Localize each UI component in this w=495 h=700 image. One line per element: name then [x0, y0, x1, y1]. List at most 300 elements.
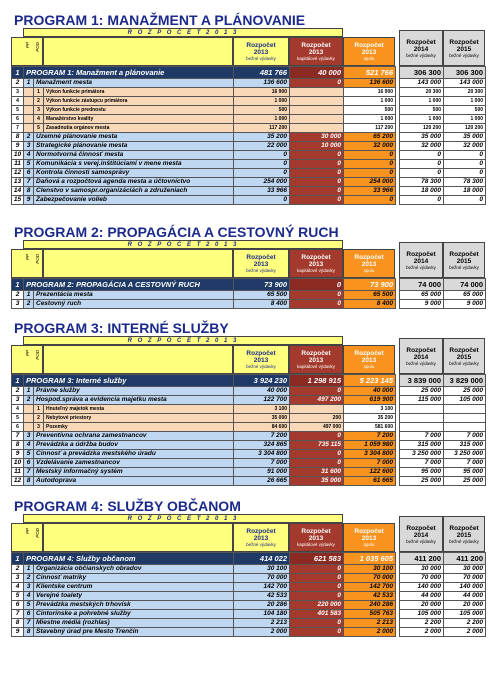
header-text: Rozpočet	[354, 350, 384, 357]
budget-2013-label: R O Z P O Č E T 2 0 1 3	[23, 336, 343, 345]
budget-2014-value: 0	[400, 160, 444, 169]
current-expenses-value: 254 000	[234, 178, 290, 187]
budget-2015-value: 20 000	[444, 601, 486, 610]
budget-2014-value: 306 300	[400, 67, 444, 79]
budget-2014-value: 7 000	[400, 432, 444, 441]
current-expenses-header	[233, 37, 289, 66]
name-column-header	[43, 37, 233, 66]
capital-expenses-value	[290, 115, 344, 124]
item-code: 4	[34, 115, 44, 124]
budget-2014-value: 1 000	[400, 115, 444, 124]
current-expenses-value: 104 180	[234, 610, 290, 619]
budget-2015-value	[444, 405, 486, 414]
table-row	[12, 106, 486, 115]
budget-2014-value: 500	[400, 106, 444, 115]
current-expenses-value: 324 865	[234, 441, 290, 450]
total-value: 0	[344, 196, 396, 205]
budget-2014-header	[399, 338, 443, 374]
current-expenses-value: 33 966	[234, 187, 290, 196]
table-row	[12, 160, 486, 169]
total-value: 5 223 145	[344, 375, 396, 387]
budget-2015-value: 18 000	[444, 187, 486, 196]
subprogram-code: 1	[24, 387, 34, 396]
program-title: PROGRAM 3: INTERNÉ SLUŽBY	[14, 320, 229, 336]
budget-2015-value: 95 000	[444, 468, 486, 477]
row-number: 10	[12, 151, 24, 160]
total-value: 65 200	[344, 133, 396, 142]
capital-expenses-value: 0	[290, 387, 344, 396]
current-expenses-value: 70 000	[234, 574, 290, 583]
total-value: 581 600	[344, 423, 396, 432]
header-text: spolu	[363, 56, 375, 61]
program-title: PROGRAM 4: SLUŽBY OBČANOM	[14, 498, 241, 514]
column-label: POD	[35, 350, 40, 360]
header-text: bežné výdavky	[246, 268, 276, 273]
header-text: spolu	[363, 268, 375, 273]
current-expenses-value: 30 100	[234, 565, 290, 574]
budget-2014-value: 0	[400, 151, 444, 160]
subprogram-code: 5	[24, 450, 34, 459]
item-code: 2	[34, 97, 44, 106]
budget-2014-value: 105 000	[400, 610, 444, 619]
table-row	[12, 610, 486, 619]
pp-code	[24, 423, 34, 432]
budget-2014-header	[399, 30, 443, 66]
subprogram-code: 3	[24, 142, 34, 151]
capital-expenses-header	[289, 345, 343, 374]
row-number: 9	[12, 628, 24, 637]
table-row	[12, 553, 486, 565]
budget-2015-value: 1 000	[444, 115, 486, 124]
subprogram-code: 2	[24, 133, 34, 142]
table-row	[12, 405, 486, 414]
subprogram-code: 7	[24, 468, 34, 477]
current-expenses-value: 2 213	[234, 619, 290, 628]
row-number: 7	[12, 610, 24, 619]
pp-code	[24, 97, 34, 106]
table-row	[12, 124, 486, 133]
subprogram-code: 3	[24, 583, 34, 592]
budget-2014-value: 120 200	[400, 124, 444, 133]
budget-2014-value: 0	[400, 169, 444, 178]
subprogram-name: Strategické plánovanie mesta	[34, 142, 234, 151]
current-expenses-value: 481 766	[234, 67, 290, 79]
header-text: bežné výdavky	[449, 52, 479, 58]
budget-2015-value: 105 000	[444, 610, 486, 619]
header-text: bežné výdavky	[406, 52, 436, 58]
budget-2014-value: 18 000	[400, 187, 444, 196]
program-section	[11, 12, 485, 205]
current-expenses-value: 42 533	[234, 592, 290, 601]
table-row	[12, 396, 486, 405]
total-value: 40 000	[344, 387, 396, 396]
table-row	[12, 574, 486, 583]
capital-expenses-value: 621 583	[290, 553, 344, 565]
budget-2014-value: 1 000	[400, 97, 444, 106]
item-name: Manažérstvo kvality	[44, 115, 234, 124]
program-title: PROGRAM 2: PROPAGÁCIA A CESTOVNÝ RUCH	[14, 224, 339, 240]
current-expenses-value: 26 665	[234, 477, 290, 486]
budget-2015-value: 105 000	[444, 396, 486, 405]
name-column-header	[43, 345, 233, 374]
table-row	[12, 583, 486, 592]
row-number: 11	[12, 160, 24, 169]
budget-table	[11, 278, 486, 309]
row-number: 13	[12, 178, 24, 187]
pp-code	[24, 124, 34, 133]
current-expenses-value: 16 900	[234, 88, 290, 97]
budget-2014-value: 35 000	[400, 133, 444, 142]
capital-expenses-value: 0	[290, 178, 344, 187]
current-expenses-value: 142 700	[234, 583, 290, 592]
program-name: PROGRAM 3: Interné služby	[24, 375, 234, 387]
total-value: 7 200	[344, 432, 396, 441]
total-value: 3 100	[344, 405, 396, 414]
current-expenses-value: 40 000	[234, 387, 290, 396]
row-number: 8	[12, 133, 24, 142]
capital-expenses-value: 497 000	[290, 423, 344, 432]
row-number: 7	[12, 124, 24, 133]
budget-2014-value: 25 000	[400, 477, 444, 486]
item-code: 5	[34, 124, 44, 133]
total-value: 240 286	[344, 601, 396, 610]
header-text: Rozpočet	[246, 254, 276, 261]
total-value: 33 966	[344, 187, 396, 196]
row-number: 4	[12, 97, 24, 106]
budget-2014-value: 3 839 000	[400, 375, 444, 387]
total-value: 16 900	[344, 88, 396, 97]
total-value: 1 000	[344, 97, 396, 106]
capital-expenses-value: 0	[290, 628, 344, 637]
total-value: 65 500	[344, 291, 396, 300]
header-text: 2013	[361, 357, 377, 364]
capital-expenses-value: 0	[290, 574, 344, 583]
subprogram-code: 6	[24, 169, 34, 178]
header-text: spolu	[363, 542, 375, 547]
subprogram-code: 1	[24, 565, 34, 574]
row-number: 9	[12, 142, 24, 151]
row-number: 14	[12, 187, 24, 196]
header-text: 2013	[253, 535, 269, 542]
total-header	[343, 37, 395, 66]
row-number: 1	[12, 67, 24, 79]
budget-2015-value: 78 300	[444, 178, 486, 187]
capital-expenses-value	[290, 106, 344, 115]
header-text: kapitálové výdavky	[297, 268, 335, 273]
budget-2015-value: 7 000	[444, 459, 486, 468]
current-expenses-value: 3 924 230	[234, 375, 290, 387]
row-number: 6	[12, 423, 24, 432]
pp-code	[24, 115, 34, 124]
table-row	[12, 441, 486, 450]
subprogram-code: 7	[24, 178, 34, 187]
header-text: kapitálové výdavky	[297, 56, 335, 61]
row-number: 3	[12, 300, 24, 309]
row-number: 8	[12, 619, 24, 628]
budget-2014-value: 411 200	[400, 553, 444, 565]
capital-expenses-value: 1 298 915	[290, 375, 344, 387]
capital-expenses-value: 40 000	[290, 67, 344, 79]
table-row	[12, 375, 486, 387]
row-number: 4	[12, 405, 24, 414]
row-number: 2	[12, 565, 24, 574]
subprogram-code: 3	[24, 432, 34, 441]
subprogram-name: Vzdelávanie zamestnancov	[34, 459, 234, 468]
table-row	[12, 279, 486, 291]
subprogram-name: Mestský informačný systém	[34, 468, 234, 477]
table-row	[12, 628, 486, 637]
table-row	[12, 67, 486, 79]
header-text: Rozpočet 2014	[406, 524, 436, 539]
subprogram-name: Činnosť matriky	[34, 574, 234, 583]
budget-2014-value: 115 000	[400, 396, 444, 405]
total-value: 136 600	[344, 79, 396, 88]
subprogram-name: Daňová a rozpočtová agenda mesta a účtovníctvo	[34, 178, 234, 187]
budget-2014-value: 30 000	[400, 565, 444, 574]
current-expenses-value: 414 022	[234, 553, 290, 565]
row-number: 12	[12, 477, 24, 486]
header-text: 2013	[361, 261, 377, 268]
subprogram-name: Právne služby	[34, 387, 234, 396]
capital-expenses-value	[290, 88, 344, 97]
table-row	[12, 468, 486, 477]
header-text: Rozpočet 2015	[449, 250, 479, 265]
table-row	[12, 423, 486, 432]
budget-2014-value: 3 250 000	[400, 450, 444, 459]
total-value: 619 900	[344, 396, 396, 405]
capital-expenses-header	[289, 523, 343, 552]
budget-2015-value: 3 829 000	[444, 375, 486, 387]
budget-2015-value: 120 200	[444, 124, 486, 133]
subprogram-code: 8	[24, 477, 34, 486]
subprogram-code: 2	[24, 574, 34, 583]
subprogram-name: Komunikácia s verej.inštitúciami v mene mesta	[34, 160, 234, 169]
row-number: 7	[12, 432, 24, 441]
row-number: 1	[12, 553, 24, 565]
header-text: bežné výdavky	[246, 542, 276, 547]
item-name: Hnuteľný majetok mesta	[44, 405, 234, 414]
capital-expenses-value: 497 200	[290, 396, 344, 405]
budget-2014-value: 32 000	[400, 142, 444, 151]
total-value: 70 000	[344, 574, 396, 583]
current-expenses-value: 122 700	[234, 396, 290, 405]
header-text: Rozpočet	[301, 350, 331, 357]
header-text: 2013	[361, 49, 377, 56]
header-text: 2013	[308, 261, 324, 268]
pp-code	[24, 405, 34, 414]
item-code: 1	[34, 405, 44, 414]
total-value: 30 100	[344, 565, 396, 574]
header-text: 2013	[308, 535, 324, 542]
budget-2015-value: 0	[444, 151, 486, 160]
program-section	[11, 320, 485, 486]
header-text: bežné výdavky	[246, 364, 276, 369]
program-name: PROGRAM 2: PROPAGÁCIA A CESTOVNÝ RUCH	[24, 279, 234, 291]
current-expenses-value: 8 400	[234, 300, 290, 309]
subprogram-name: Kontrola činnosti samosprávy	[34, 169, 234, 178]
capital-expenses-value	[290, 405, 344, 414]
current-expenses-value: 0	[234, 151, 290, 160]
capital-expenses-header	[289, 37, 343, 66]
item-name: Zasadnutia orgánov mesta	[44, 124, 234, 133]
budget-table	[11, 374, 486, 486]
budget-2014-value: 78 300	[400, 178, 444, 187]
name-column-header	[43, 523, 233, 552]
current-expenses-value: 0	[234, 196, 290, 205]
total-header	[343, 249, 395, 278]
header-text: kapitálové výdavky	[297, 364, 335, 369]
subprogram-name: Prezentácia mesta	[34, 291, 234, 300]
header-text: Rozpočet 2015	[449, 524, 479, 539]
header-text: 2013	[361, 535, 377, 542]
subprogram-code: 2	[24, 396, 34, 405]
subprogram-name: Hospod.správa a evidencia majetku mesta	[34, 396, 234, 405]
current-expenses-value: 22 000	[234, 142, 290, 151]
header-text: Rozpočet 2014	[406, 346, 436, 361]
table-row	[12, 88, 486, 97]
budget-2014-value: 65 000	[400, 291, 444, 300]
budget-2013-label: R O Z P O Č E T 2 0 1 3	[23, 240, 343, 249]
current-expenses-value: 1 000	[234, 115, 290, 124]
row-number: 10	[12, 459, 24, 468]
budget-2015-value: 1 000	[444, 97, 486, 106]
total-value: 117 200	[344, 124, 396, 133]
current-expenses-value: 20 286	[234, 601, 290, 610]
current-expenses-value: 7 200	[234, 432, 290, 441]
budget-2014-value: 315 000	[400, 441, 444, 450]
table-row	[12, 133, 486, 142]
subprogram-name: Cestovný ruch	[34, 300, 234, 309]
program-name: PROGRAM 4: Služby občanom	[24, 553, 234, 565]
row-number: 11	[12, 468, 24, 477]
header-text: Rozpočet 2014	[406, 38, 436, 53]
table-header	[11, 514, 485, 552]
total-value: 2 000	[344, 628, 396, 637]
budget-2015-value: 411 200	[444, 553, 486, 565]
budget-2014-value	[400, 405, 444, 414]
table-row	[12, 169, 486, 178]
column-label: POD	[35, 528, 40, 538]
current-expenses-value: 3 304 800	[234, 450, 290, 459]
capital-expenses-value: 0	[290, 459, 344, 468]
row-number: 5	[12, 414, 24, 423]
current-expenses-value: 7 000	[234, 459, 290, 468]
budget-2014-value: 95 000	[400, 468, 444, 477]
capital-expenses-value: 0	[290, 151, 344, 160]
budget-2015-value: 140 000	[444, 583, 486, 592]
budget-2015-value: 74 000	[444, 279, 486, 291]
subprogram-code: 4	[24, 441, 34, 450]
budget-2015-value: 315 000	[444, 441, 486, 450]
table-header	[11, 240, 485, 278]
row-number: 8	[12, 441, 24, 450]
budget-2015-value: 9 000	[444, 300, 486, 309]
budget-2015-value: 2 200	[444, 619, 486, 628]
capital-expenses-value: 200	[290, 414, 344, 423]
table-header	[11, 28, 485, 66]
table-row	[12, 79, 486, 88]
header-text: Rozpočet	[354, 528, 384, 535]
capital-expenses-value: 0	[290, 187, 344, 196]
budget-2015-value: 44 000	[444, 592, 486, 601]
subprogram-code: 6	[24, 610, 34, 619]
capital-expenses-header	[289, 249, 343, 278]
subprogram-name: Územné plánovanie mesta	[34, 133, 234, 142]
total-value: 0	[344, 169, 396, 178]
budget-2015-header	[443, 338, 485, 374]
subprogram-name: Miestne médiá (rozhlas)	[34, 619, 234, 628]
table-row	[12, 450, 486, 459]
row-number: 3	[12, 88, 24, 97]
item-name: Nebytové priestory	[44, 414, 234, 423]
table-row	[12, 187, 486, 196]
table-row	[12, 151, 486, 160]
budget-2014-value: 140 000	[400, 583, 444, 592]
total-value: 142 700	[344, 583, 396, 592]
header-text: bežné výdavky	[449, 360, 479, 366]
item-name: Výkon funkcie prednostu	[44, 106, 234, 115]
budget-2015-value: 306 300	[444, 67, 486, 79]
budget-2014-value: 74 000	[400, 279, 444, 291]
budget-2015-value: 143 000	[444, 79, 486, 88]
current-expenses-value: 65 500	[234, 291, 290, 300]
header-text: bežné výdavky	[246, 56, 276, 61]
item-name: Výkon funkcie primátora	[44, 88, 234, 97]
subprogram-code: 5	[24, 160, 34, 169]
column-label: PP	[25, 528, 30, 535]
current-expenses-header	[233, 345, 289, 374]
total-value: 2 213	[344, 619, 396, 628]
subprogram-name: Zabezpečovanie volieb	[34, 196, 234, 205]
capital-expenses-value: 0	[290, 291, 344, 300]
subprogram-name: Preventívna ochrana zamestnancov	[34, 432, 234, 441]
capital-expenses-value: 0	[290, 432, 344, 441]
budget-2013-label: R O Z P O Č E T 2 0 1 3	[23, 514, 343, 523]
current-expenses-value: 136 600	[234, 79, 290, 88]
current-expenses-value: 35 000	[234, 414, 290, 423]
total-value: 7 000	[344, 459, 396, 468]
column-label: POD	[35, 254, 40, 264]
capital-expenses-value: 401 583	[290, 610, 344, 619]
column-label: POD	[35, 42, 40, 52]
subprogram-name: Normotvorná činnosť mesta	[34, 151, 234, 160]
subprogram-code: 4	[24, 151, 34, 160]
item-code: 2	[34, 414, 44, 423]
row-number: 5	[12, 106, 24, 115]
subprogram-name: Prevádzka mestských trhovísk	[34, 601, 234, 610]
table-row	[12, 178, 486, 187]
total-value: 35 200	[344, 414, 396, 423]
table-row	[12, 387, 486, 396]
total-value: 500	[344, 106, 396, 115]
total-value: 73 900	[344, 279, 396, 291]
total-value: 8 400	[344, 300, 396, 309]
table-row	[12, 115, 486, 124]
row-number: 9	[12, 450, 24, 459]
table-row	[12, 300, 486, 309]
current-expenses-value: 500	[234, 106, 290, 115]
header-text: Rozpočet	[246, 350, 276, 357]
total-value: 1 035 605	[344, 553, 396, 565]
row-number: 4	[12, 583, 24, 592]
item-name: Pozemky	[44, 423, 234, 432]
table-row	[12, 619, 486, 628]
row-number: 15	[12, 196, 24, 205]
header-text: 2013	[253, 49, 269, 56]
header-text: bežné výdavky	[406, 538, 436, 544]
header-text: 2013	[253, 261, 269, 268]
capital-expenses-value: 0	[290, 169, 344, 178]
